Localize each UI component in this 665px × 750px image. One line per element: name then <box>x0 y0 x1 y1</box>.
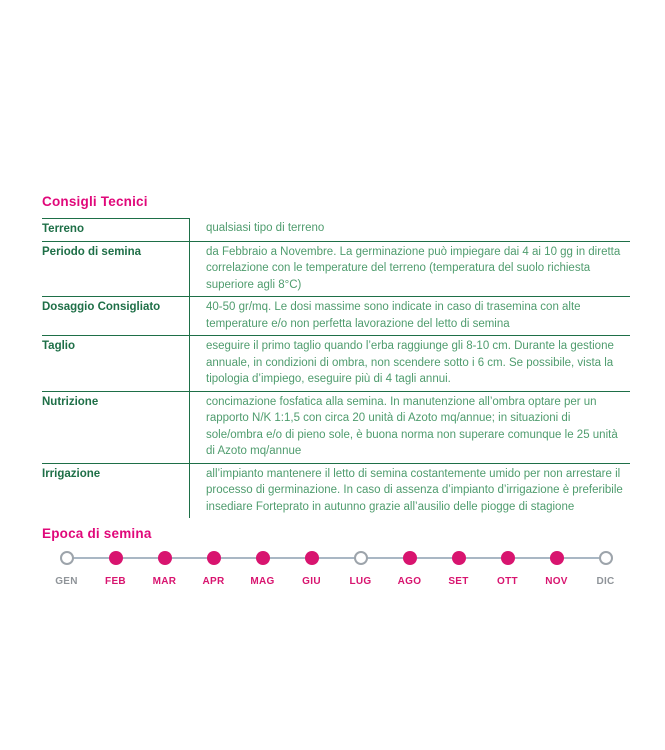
month-label: GEN <box>55 576 78 587</box>
row-value: concimazione fosfatica alla semina. In manutenzione all’ombra optare per un rapporto N/K 1:1,5 con circa 20 unità di Azoto mq/annue; in situazioni di sole/ombra e/o di pieno sole, è buona norma non superare comunque le 25 unità di Azoto mq/annue <box>189 392 630 463</box>
row-label: Dosaggio Consigliato <box>42 301 161 313</box>
row-value: qualsiasi tipo di terreno <box>189 218 630 241</box>
month-label: MAR <box>152 576 177 587</box>
timeline-month-ott <box>483 549 532 587</box>
technical-advice-table <box>42 218 630 518</box>
table-row <box>42 296 630 335</box>
timeline-month-apr <box>189 549 238 587</box>
row-label: Periodo di semina <box>42 245 142 258</box>
timeline-month-dic <box>581 549 630 587</box>
month-dot-filled-icon <box>305 551 319 565</box>
timeline-month-ago <box>385 549 434 587</box>
month-label: AGO <box>397 576 422 587</box>
epoca-di-semina-title: Epoca di semina <box>42 526 152 541</box>
month-dot-filled-icon <box>501 551 515 565</box>
month-label: GIU <box>302 576 321 587</box>
table-row <box>42 463 630 519</box>
month-dot-open-icon <box>354 551 368 565</box>
timeline-month-feb <box>91 549 140 587</box>
row-label: Taglio <box>42 340 76 352</box>
timeline-month-mar <box>140 549 189 587</box>
month-label: SET <box>448 576 469 587</box>
row-value: all’impianto mantenere il letto di semina costantemente umido per non arrestare il processo di germinazione. In caso di assenza d’impianto d’irrigazione è preferibile insediare Forteprato in autunno grazie all’ausilio delle piogge di stagione <box>189 464 630 519</box>
table-row <box>42 335 630 391</box>
month-dot-filled-icon <box>158 551 172 565</box>
row-label: Irrigazione <box>42 467 101 480</box>
timeline-months <box>42 549 630 587</box>
table-row <box>42 391 630 463</box>
timeline-month-set <box>434 549 483 587</box>
month-label: FEB <box>105 576 126 587</box>
timeline-month-nov <box>532 549 581 587</box>
row-value: da Febbraio a Novembre. La germinazione può impiegare dai 4 ai 10 gg in diretta correlazione con le temperature del terreno (temperatura del suolo richiesta superiore agli 8°C) <box>189 242 630 297</box>
timeline-month-giu <box>287 549 336 587</box>
month-dot-open-icon <box>60 551 74 565</box>
consigli-tecnici-title: Consigli Tecnici <box>42 194 148 209</box>
table-row <box>42 218 630 241</box>
row-label: Terreno <box>42 218 189 241</box>
product-technical-section <box>42 194 630 597</box>
month-dot-filled-icon <box>109 551 123 565</box>
month-dot-open-icon <box>599 551 613 565</box>
sowing-period-timeline <box>42 549 630 597</box>
month-label: MAG <box>250 576 275 587</box>
month-dot-filled-icon <box>403 551 417 565</box>
month-dot-filled-icon <box>256 551 270 565</box>
timeline-month-lug <box>336 549 385 587</box>
month-label: LUG <box>349 576 372 587</box>
timeline-month-mag <box>238 549 287 587</box>
month-label: OTT <box>497 576 518 587</box>
month-dot-filled-icon <box>550 551 564 565</box>
month-label: APR <box>202 576 225 587</box>
month-dot-filled-icon <box>452 551 466 565</box>
month-label: NOV <box>545 576 568 587</box>
row-label: Nutrizione <box>42 395 99 408</box>
month-dot-filled-icon <box>207 551 221 565</box>
timeline-month-gen <box>42 549 91 587</box>
table-row <box>42 241 630 297</box>
row-value: 40-50 gr/mq. Le dosi massime sono indicate in caso di trasemina con alte temperature e/o non perfetta lavorazione del letto di semina <box>189 297 630 335</box>
row-value: eseguire il primo taglio quando l’erba raggiunge gli 8-10 cm. Durante la gestione annuale, in condizioni di ombra, non scendere sotto i 6 cm. Se possibile, vista la tipologia d’impiego, eseguire più di 4 tagli annui. <box>189 336 630 391</box>
month-label: DIC <box>596 576 615 587</box>
